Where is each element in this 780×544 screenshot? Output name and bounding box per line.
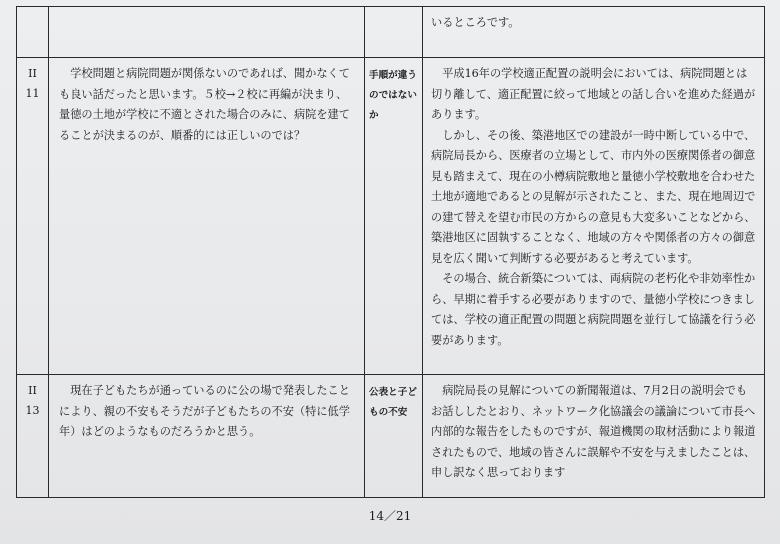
topic-line: もの不安 [369,407,408,418]
answer-paragraph: 平成16年の学校適正配置の説明会においては、病院問題とは切り離して、適正配置に絞って地域との話し合いを進めた経過があります。 [431,67,756,121]
answer-cell [423,58,765,375]
qa-table [16,6,765,498]
question-text: 学校問題と病院問題が関係ないのであれば、聞かなくても良い話だったと思います。５校→２校に再編が決まり、量徳の土地が学校に不適とされた場合のみに、病院を建てることが決まるのが、順番的には正しいのでは？ [59,67,350,142]
question-cell [49,375,365,498]
row-section: II [28,67,37,80]
topic-line: 公表と子ど [369,387,417,398]
topic-cell [365,375,423,498]
table-row [17,7,765,58]
answer-paragraph: 病院局長の見解についての新聞報道は、7月2日の説明会でもお話ししたとおり、ネットワーク化協議会の議論について市長へ内部的な報告をしたものですが、報道機関の取材活動により報道されたもので、地域の皆さんに誤解や不安を与えましたことは、申し訳なく思っております [431,384,756,479]
topic-line: 手順が違う [369,70,417,81]
answer-cell [423,375,765,498]
page-number: 14／21 [368,509,412,523]
answer-paragraph: いるところです。 [431,16,520,29]
question-cell [49,7,365,58]
row-number-cell [17,58,49,375]
topic-cell [365,7,423,58]
topic-cell [365,58,423,375]
table-row [17,375,765,498]
question-text: 現在子どもたちが通っているのに公の場で発表したことにより、親の不安もそうだが子どもたちの不安（特に低学年）はどのようなものだろうかと思う。 [59,384,350,438]
answer-cell [423,7,765,58]
row-number: 11 [25,87,40,100]
row-number-cell [17,375,49,498]
row-number: 13 [25,404,40,417]
answer-paragraph: その場合、統合新築については、両病院の老朽化や非効率性から、早期に着手する必要がありますので、量徳小学校につきましては、学校の適正配置の問題と病院問題を並行して協議を行う必要があります。 [431,272,756,347]
row-number-cell [17,7,49,58]
question-cell [49,58,365,375]
row-section: II [28,384,37,397]
topic-line: か [369,110,379,121]
table-row [17,58,765,375]
topic-line: のではない [369,90,417,101]
answer-paragraph: しかし、その後、築港地区での建設が一時中断している中で、病院局長から、医療者の立場として、市内外の医療関係者の御意見も踏まえて、現在の小樽病院敷地と量徳小学校敷地を合わせた土地が適地であるとの見解が示されたこと、また、現在地周辺での建て替えを望む市民の方からの意見も大変多いことなどから、築港地区に固執することなく、地域の方々や関係者の方々の御意見を広く聞いて判断する必要があると考えています。 [431,128,756,265]
